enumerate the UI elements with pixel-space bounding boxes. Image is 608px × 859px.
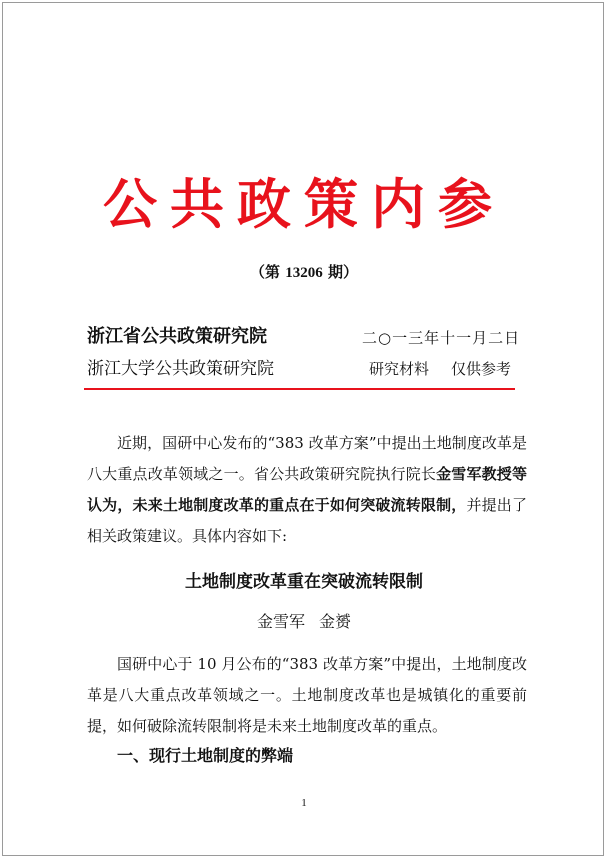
author-name: 金赟 [319, 612, 352, 631]
org-primary: 浙江省公共政策研究院 [87, 326, 267, 347]
material-label: 研究材料 [369, 360, 430, 378]
article-title: 土地制度改革重在突破流转限制 [185, 572, 423, 592]
issue-number [0, 262, 608, 283]
issue-number-value: 13206 [285, 265, 323, 281]
org-secondary: 浙江大学公共政策研究院 [87, 359, 274, 379]
body-paragraph: 国研中心于 10 月公布的“383 改革方案”中提出，土地制度改革是八大重点改革领域之一。土地制度改革也是城镇化的重要前提，如何破除流转限制将是未来土地制度改革的重点。 [87, 655, 527, 735]
issue-date: 二○一三年十一月二日 [362, 329, 521, 347]
reference-label: 仅供参考 [451, 360, 512, 378]
section-heading: 一、现行土地制度的弊端 [117, 746, 294, 765]
intro-text-part2: 并提出了相关政策建议。具体内容如下: [87, 496, 527, 545]
intro-paragraph [87, 428, 527, 552]
author-name: 金雪军 [256, 612, 305, 631]
issue-suffix: 期） [322, 263, 358, 281]
header-divider [84, 388, 515, 390]
intro-text-part1: 近期，国研中心发布的“383 改革方案”中提出土地制度改革是八大重点改革领域之一。省公共政策研究院执行院长 [87, 434, 527, 483]
intro-highlight: 金雪军教授等认为，未来土地制度改革的重点在于如何突破流转限制， [87, 465, 527, 514]
article-authors [0, 610, 608, 634]
issue-prefix: （第 [250, 263, 286, 281]
page-number: 1 [301, 797, 307, 809]
masthead-title: 公共政策内参 [103, 173, 505, 236]
reference-note [369, 358, 511, 380]
